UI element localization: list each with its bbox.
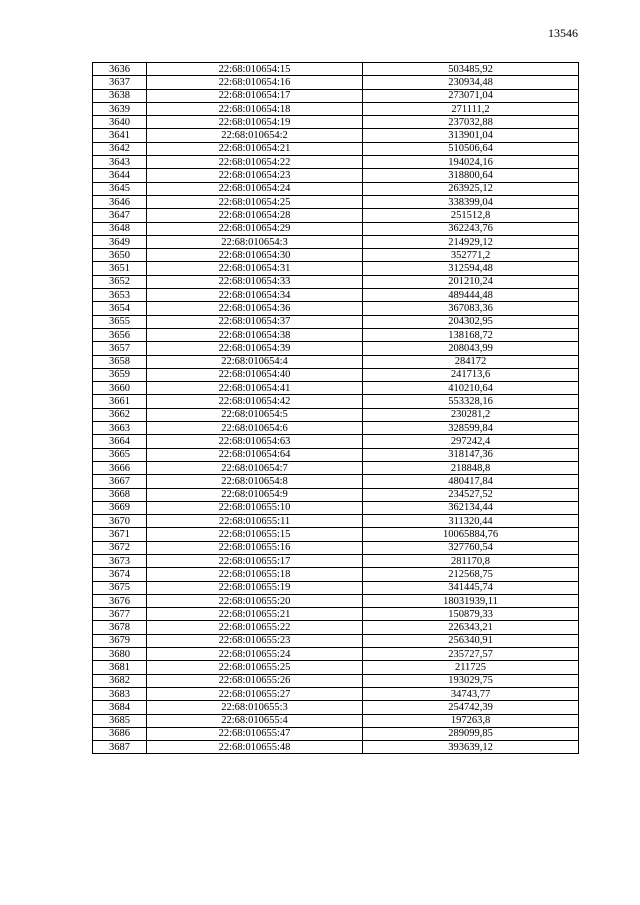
value-cell: 237032,88 — [363, 116, 579, 129]
row-number-cell: 3644 — [93, 169, 147, 182]
row-number-cell: 3662 — [93, 408, 147, 421]
value-cell: 256340,91 — [363, 634, 579, 647]
cadastral-number-cell: 22:68:010654:33 — [147, 275, 363, 288]
row-number-cell: 3653 — [93, 289, 147, 302]
table-row — [93, 594, 579, 607]
row-number-cell: 3684 — [93, 701, 147, 714]
cadastral-number-cell: 22:68:010654:2 — [147, 129, 363, 142]
cadastral-number-cell: 22:68:010655:26 — [147, 674, 363, 687]
cadastral-number-cell: 22:68:010654:18 — [147, 102, 363, 115]
table-row — [93, 634, 579, 647]
value-cell: 328599,84 — [363, 422, 579, 435]
cadastral-number-cell: 22:68:010654:6 — [147, 422, 363, 435]
row-number-cell: 3675 — [93, 581, 147, 594]
table-row — [93, 116, 579, 129]
value-cell: 241713,6 — [363, 368, 579, 381]
row-number-cell: 3685 — [93, 714, 147, 727]
page-number: 13546 — [548, 26, 578, 40]
table-row — [93, 129, 579, 142]
row-number-cell: 3661 — [93, 395, 147, 408]
table-row — [93, 608, 579, 621]
value-cell: 18031939,11 — [363, 594, 579, 607]
row-number-cell: 3655 — [93, 315, 147, 328]
row-number-cell: 3650 — [93, 249, 147, 262]
cadastral-number-cell: 22:68:010654:5 — [147, 408, 363, 421]
row-number-cell: 3659 — [93, 368, 147, 381]
value-cell: 271111,2 — [363, 102, 579, 115]
table-row — [93, 209, 579, 222]
value-cell: 150879,33 — [363, 608, 579, 621]
row-number-cell: 3637 — [93, 76, 147, 89]
cadastral-number-cell: 22:68:010654:3 — [147, 235, 363, 248]
row-number-cell: 3681 — [93, 661, 147, 674]
value-cell: 489444,48 — [363, 289, 579, 302]
cadastral-number-cell: 22:68:010655:10 — [147, 501, 363, 514]
row-number-cell: 3645 — [93, 182, 147, 195]
cadastral-number-cell: 22:68:010654:64 — [147, 448, 363, 461]
row-number-cell: 3677 — [93, 608, 147, 621]
value-cell: 218848,8 — [363, 461, 579, 474]
table-row — [93, 195, 579, 208]
table-row — [93, 142, 579, 155]
cadastral-number-cell: 22:68:010654:38 — [147, 328, 363, 341]
row-number-cell: 3668 — [93, 488, 147, 501]
row-number-cell: 3666 — [93, 461, 147, 474]
value-cell: 480417,84 — [363, 475, 579, 488]
row-number-cell: 3643 — [93, 156, 147, 169]
cadastral-number-cell: 22:68:010654:34 — [147, 289, 363, 302]
table-row — [93, 275, 579, 288]
cadastral-number-cell: 22:68:010655:21 — [147, 608, 363, 621]
row-number-cell: 3670 — [93, 515, 147, 528]
cadastral-number-cell: 22:68:010655:4 — [147, 714, 363, 727]
row-number-cell: 3642 — [93, 142, 147, 155]
table-row — [93, 315, 579, 328]
value-cell: 318147,36 — [363, 448, 579, 461]
cadastral-number-cell: 22:68:010655:47 — [147, 727, 363, 740]
table-row — [93, 89, 579, 102]
value-cell: 194024,16 — [363, 156, 579, 169]
cadastral-number-cell: 22:68:010654:4 — [147, 355, 363, 368]
value-cell: 393639,12 — [363, 741, 579, 754]
cadastral-number-cell: 22:68:010655:11 — [147, 515, 363, 528]
value-cell: 297242,4 — [363, 435, 579, 448]
value-cell: 312594,48 — [363, 262, 579, 275]
cadastral-number-cell: 22:68:010654:29 — [147, 222, 363, 235]
value-cell: 193029,75 — [363, 674, 579, 687]
value-cell: 503485,92 — [363, 63, 579, 76]
cadastral-number-cell: 22:68:010654:21 — [147, 142, 363, 155]
row-number-cell: 3647 — [93, 209, 147, 222]
table-row — [93, 741, 579, 754]
table-row — [93, 541, 579, 554]
row-number-cell: 3641 — [93, 129, 147, 142]
cadastral-number-cell: 22:68:010654:42 — [147, 395, 363, 408]
cadastral-number-cell: 22:68:010654:19 — [147, 116, 363, 129]
table-row — [93, 235, 579, 248]
row-number-cell: 3658 — [93, 355, 147, 368]
cadastral-number-cell: 22:68:010654:9 — [147, 488, 363, 501]
cadastral-number-cell: 22:68:010654:7 — [147, 461, 363, 474]
value-cell: 289099,85 — [363, 727, 579, 740]
table-row — [93, 156, 579, 169]
table-row — [93, 102, 579, 115]
table-row — [93, 422, 579, 435]
value-cell: 273071,04 — [363, 89, 579, 102]
cadastral-number-cell: 22:68:010655:48 — [147, 741, 363, 754]
cadastral-number-cell: 22:68:010654:8 — [147, 475, 363, 488]
row-number-cell: 3674 — [93, 568, 147, 581]
value-cell: 281170,8 — [363, 554, 579, 567]
value-cell: 362134,44 — [363, 501, 579, 514]
value-cell: 362243,76 — [363, 222, 579, 235]
row-number-cell: 3649 — [93, 235, 147, 248]
cadastral-number-cell: 22:68:010654:40 — [147, 368, 363, 381]
table-row — [93, 475, 579, 488]
table-row — [93, 687, 579, 700]
table-row — [93, 621, 579, 634]
value-cell: 410210,64 — [363, 382, 579, 395]
table-row — [93, 661, 579, 674]
table-row — [93, 262, 579, 275]
row-number-cell: 3687 — [93, 741, 147, 754]
table-row — [93, 182, 579, 195]
table-row — [93, 222, 579, 235]
value-cell: 226343,21 — [363, 621, 579, 634]
table-row — [93, 568, 579, 581]
row-number-cell: 3665 — [93, 448, 147, 461]
row-number-cell: 3636 — [93, 63, 147, 76]
cadastral-number-cell: 22:68:010654:31 — [147, 262, 363, 275]
cadastral-number-cell: 22:68:010654:39 — [147, 342, 363, 355]
value-cell: 311320,44 — [363, 515, 579, 528]
row-number-cell: 3652 — [93, 275, 147, 288]
value-cell: 553328,16 — [363, 395, 579, 408]
table-row — [93, 515, 579, 528]
table-row — [93, 355, 579, 368]
table-row — [93, 461, 579, 474]
table-row — [93, 727, 579, 740]
value-cell: 284172 — [363, 355, 579, 368]
value-cell: 230934,48 — [363, 76, 579, 89]
cadastral-number-cell: 22:68:010655:17 — [147, 554, 363, 567]
value-cell: 341445,74 — [363, 581, 579, 594]
value-cell: 201210,24 — [363, 275, 579, 288]
row-number-cell: 3656 — [93, 328, 147, 341]
table-row — [93, 169, 579, 182]
table-row — [93, 368, 579, 381]
value-cell: 251512,8 — [363, 209, 579, 222]
cadastral-number-cell: 22:68:010654:16 — [147, 76, 363, 89]
value-cell: 254742,39 — [363, 701, 579, 714]
cadastral-number-cell: 22:68:010654:24 — [147, 182, 363, 195]
table-row — [93, 249, 579, 262]
table-row — [93, 395, 579, 408]
value-cell: 234527,52 — [363, 488, 579, 501]
row-number-cell: 3671 — [93, 528, 147, 541]
cadastral-number-cell: 22:68:010655:22 — [147, 621, 363, 634]
table-row — [93, 528, 579, 541]
value-cell: 510506,64 — [363, 142, 579, 155]
cadastral-number-cell: 22:68:010654:25 — [147, 195, 363, 208]
cadastral-number-cell: 22:68:010655:20 — [147, 594, 363, 607]
row-number-cell: 3676 — [93, 594, 147, 607]
data-table — [92, 62, 579, 754]
value-cell: 10065884,76 — [363, 528, 579, 541]
table-body — [93, 63, 579, 754]
cadastral-number-cell: 22:68:010654:41 — [147, 382, 363, 395]
table-row — [93, 342, 579, 355]
cadastral-number-cell: 22:68:010654:23 — [147, 169, 363, 182]
value-cell: 327760,54 — [363, 541, 579, 554]
table-row — [93, 302, 579, 315]
row-number-cell: 3660 — [93, 382, 147, 395]
row-number-cell: 3657 — [93, 342, 147, 355]
table-row — [93, 648, 579, 661]
row-number-cell: 3663 — [93, 422, 147, 435]
value-cell: 313901,04 — [363, 129, 579, 142]
row-number-cell: 3680 — [93, 648, 147, 661]
value-cell: 263925,12 — [363, 182, 579, 195]
table-row — [93, 714, 579, 727]
table-row — [93, 674, 579, 687]
row-number-cell: 3686 — [93, 727, 147, 740]
value-cell: 352771,2 — [363, 249, 579, 262]
row-number-cell: 3639 — [93, 102, 147, 115]
row-number-cell: 3667 — [93, 475, 147, 488]
value-cell: 34743,77 — [363, 687, 579, 700]
value-cell: 211725 — [363, 661, 579, 674]
cadastral-number-cell: 22:68:010654:17 — [147, 89, 363, 102]
cadastral-number-cell: 22:68:010655:25 — [147, 661, 363, 674]
value-cell: 235727,57 — [363, 648, 579, 661]
row-number-cell: 3640 — [93, 116, 147, 129]
row-number-cell: 3679 — [93, 634, 147, 647]
cadastral-number-cell: 22:68:010655:24 — [147, 648, 363, 661]
cadastral-number-cell: 22:68:010654:15 — [147, 63, 363, 76]
value-cell: 318800,64 — [363, 169, 579, 182]
cadastral-number-cell: 22:68:010655:3 — [147, 701, 363, 714]
table-row — [93, 289, 579, 302]
table-row — [93, 76, 579, 89]
row-number-cell: 3646 — [93, 195, 147, 208]
table-row — [93, 63, 579, 76]
value-cell: 138168,72 — [363, 328, 579, 341]
cadastral-number-cell: 22:68:010655:15 — [147, 528, 363, 541]
value-cell: 212568,75 — [363, 568, 579, 581]
row-number-cell: 3669 — [93, 501, 147, 514]
table-row — [93, 581, 579, 594]
value-cell: 214929,12 — [363, 235, 579, 248]
cadastral-number-cell: 22:68:010654:36 — [147, 302, 363, 315]
value-cell: 338399,04 — [363, 195, 579, 208]
cadastral-number-cell: 22:68:010655:18 — [147, 568, 363, 581]
row-number-cell: 3654 — [93, 302, 147, 315]
table-row — [93, 554, 579, 567]
value-cell: 208043,99 — [363, 342, 579, 355]
table-row — [93, 448, 579, 461]
row-number-cell: 3683 — [93, 687, 147, 700]
table-row — [93, 501, 579, 514]
row-number-cell: 3672 — [93, 541, 147, 554]
value-cell: 197263,8 — [363, 714, 579, 727]
cadastral-number-cell: 22:68:010654:63 — [147, 435, 363, 448]
table-row — [93, 435, 579, 448]
cadastral-number-cell: 22:68:010655:23 — [147, 634, 363, 647]
row-number-cell: 3682 — [93, 674, 147, 687]
table-row — [93, 701, 579, 714]
row-number-cell: 3678 — [93, 621, 147, 634]
row-number-cell: 3638 — [93, 89, 147, 102]
value-cell: 367083,36 — [363, 302, 579, 315]
value-cell: 230281,2 — [363, 408, 579, 421]
cadastral-number-cell: 22:68:010654:28 — [147, 209, 363, 222]
cadastral-number-cell: 22:68:010655:19 — [147, 581, 363, 594]
row-number-cell: 3664 — [93, 435, 147, 448]
table-row — [93, 328, 579, 341]
table-row — [93, 408, 579, 421]
row-number-cell: 3673 — [93, 554, 147, 567]
cadastral-number-cell: 22:68:010654:30 — [147, 249, 363, 262]
row-number-cell: 3651 — [93, 262, 147, 275]
cadastral-number-cell: 22:68:010654:22 — [147, 156, 363, 169]
table-row — [93, 382, 579, 395]
row-number-cell: 3648 — [93, 222, 147, 235]
value-cell: 204302,95 — [363, 315, 579, 328]
cadastral-number-cell: 22:68:010655:16 — [147, 541, 363, 554]
cadastral-number-cell: 22:68:010655:27 — [147, 687, 363, 700]
table-row — [93, 488, 579, 501]
cadastral-number-cell: 22:68:010654:37 — [147, 315, 363, 328]
